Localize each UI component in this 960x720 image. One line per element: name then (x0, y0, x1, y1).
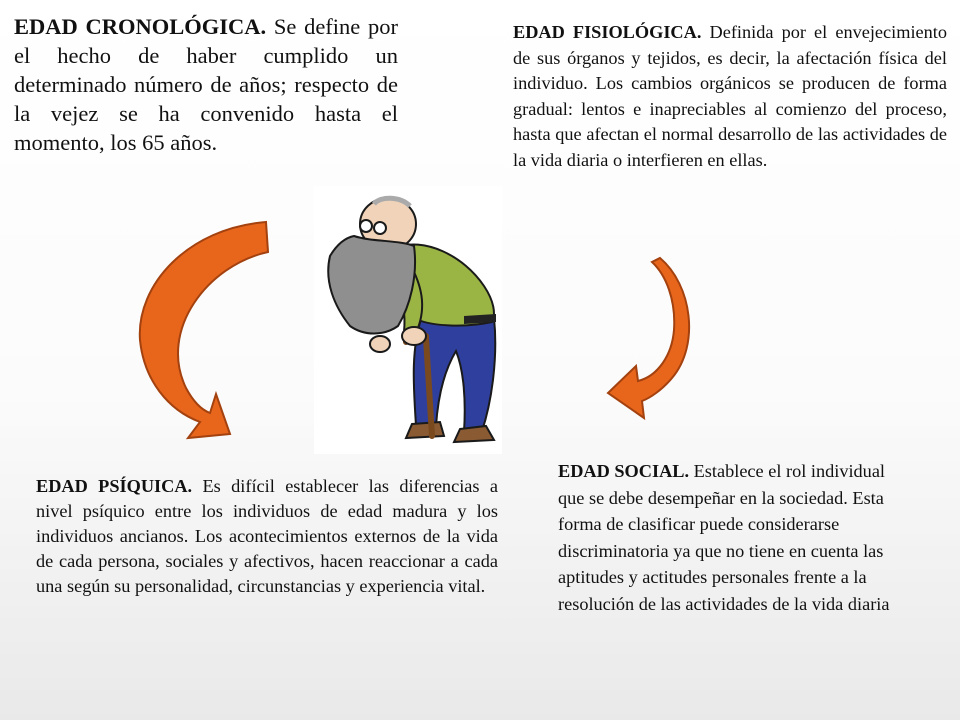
edad-psiquica-title: EDAD PSÍQUICA. (36, 476, 193, 496)
curved-arrow-right-icon (600, 250, 710, 435)
edad-social-block (558, 458, 904, 617)
edad-cronologica-block (14, 12, 398, 157)
curved-arrow-left-shape (140, 222, 268, 438)
edad-social-title: EDAD SOCIAL. (558, 461, 690, 481)
edad-cronologica-text: Se define por el hecho de haber cumplido un determinado número de años; respecto de la vejez se ha convenido hasta el momento, los 65 años. (14, 14, 398, 155)
edad-social-text: Establece el rol individual que se debe desempeñar en la sociedad. Esta forma de clasificar puede considerarse discriminatoria ya que no tiene en cuenta las aptitudes y actitudes personales frente a la resolución de las actividades de la vida diaria (558, 461, 890, 614)
old-man-illustration (314, 186, 502, 454)
edad-psiquica-text: Es difícil establecer las diferencias a nivel psíquico entre los individuos de edad madura y los individuos ancianos. Los acontecimientos externos de la vida de cada persona, sociales y afectivos, hacen reaccionar a cada una según su personalidad, circunstancias y experiencia vital. (36, 476, 498, 596)
old-man-figure (328, 198, 496, 442)
edad-psiquica-block (36, 474, 498, 599)
curved-arrow-right-shape (608, 258, 689, 418)
edad-fisiologica-text: Definida por el envejecimiento de sus órganos y tejidos, es decir, la afectación física del individuo. Los cambios orgánicos se producen de forma gradual: lentos e inapreciables al comienzo del proceso, hasta que afectan el normal desarrollo de las actividades de la vida diaria o interfieren en ellas. (513, 22, 947, 170)
edad-cronologica-title: EDAD CRONOLÓGICA. (14, 14, 267, 39)
curved-arrow-left-icon (118, 210, 278, 445)
edad-fisiologica-block (513, 20, 947, 174)
edad-fisiologica-title: EDAD FISIOLÓGICA. (513, 22, 702, 42)
